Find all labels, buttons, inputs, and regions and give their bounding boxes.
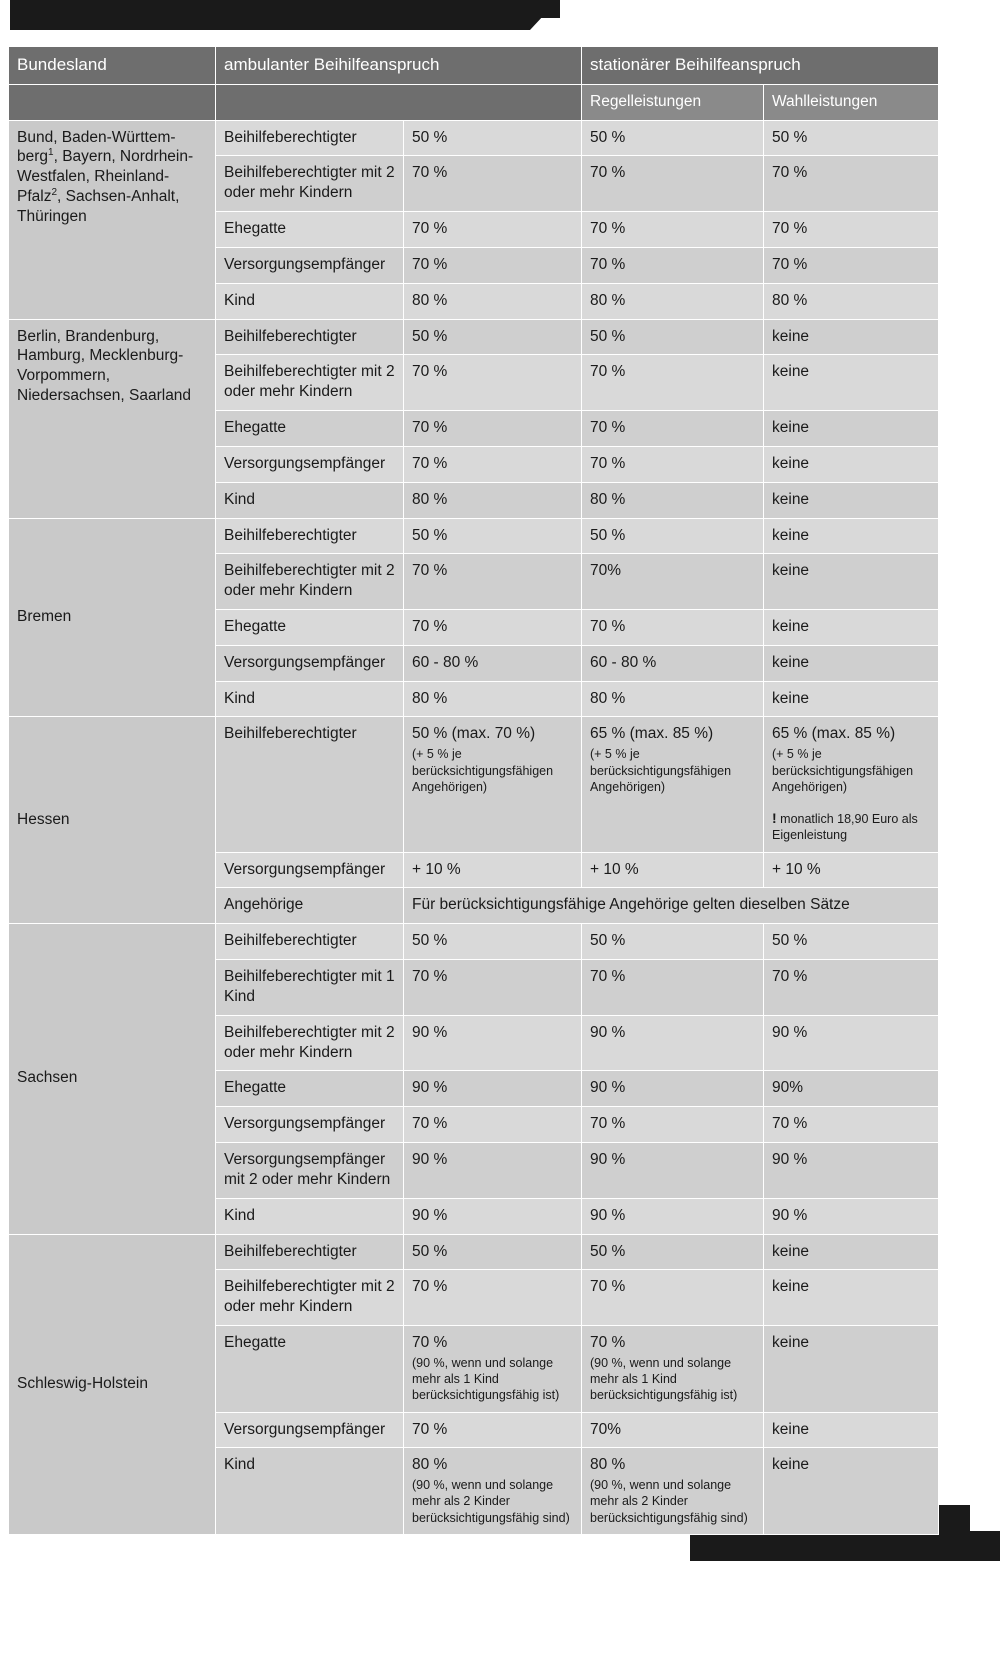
value-main: 65 % (max. 85 %) — [590, 725, 714, 743]
value-main: 65 % (max. 85 %) — [772, 725, 896, 743]
cell-ambulant: 70 % — [404, 610, 582, 646]
cell-ambulant: 70 % — [404, 960, 582, 1016]
cell-bundesland: Hessen — [9, 717, 216, 924]
cell-wahl: keine — [764, 610, 939, 646]
cell-regel: 90 % — [582, 1071, 764, 1107]
cell-regel — [582, 1325, 764, 1412]
cell-regel: 70 % — [582, 411, 764, 447]
cell-wahl: 70 % — [764, 212, 939, 248]
cell-bundesland: Bund, Baden-Württemberg$^1$, Bayern, Nordrhein-Westfalen, Rheinland-Pfalz$^2$, Sachsen-Anhalt, Thüringen — [9, 120, 216, 319]
cell-person: Beihilfeberechtigter mit 2 oder mehr Kindern — [216, 355, 404, 411]
cell-wahl: 90% — [764, 1071, 939, 1107]
cell-ambulant: 50 % — [404, 518, 582, 554]
cell-wahl: keine — [764, 411, 939, 447]
cell-span-note: Für berücksichtigungsfähige Angehörige gelten dieselben Sätze — [404, 888, 939, 924]
cell-ambulant: 50 % — [404, 1234, 582, 1270]
cell-person: Ehegatte — [216, 610, 404, 646]
cell-ambulant: 80 % — [404, 482, 582, 518]
cell-regel: 70 % — [582, 960, 764, 1016]
cell-ambulant — [404, 1448, 582, 1535]
cell-wahl: 90 % — [764, 1143, 939, 1199]
subheader-blank-ambulant — [216, 84, 582, 120]
cell-regel: 50 % — [582, 518, 764, 554]
cell-ambulant: 70 % — [404, 212, 582, 248]
cell-regel: 90 % — [582, 1015, 764, 1071]
cell-ambulant: 70 % — [404, 1270, 582, 1326]
cell-wahl: keine — [764, 518, 939, 554]
cell-bundesland: Berlin, Brandenburg, Hamburg, Mecklenburg-Vorpommern, Niedersachsen, Saarland — [9, 319, 216, 518]
cell-wahl: keine — [764, 554, 939, 610]
cell-regel: 50 % — [582, 924, 764, 960]
cell-regel: 70% — [582, 1412, 764, 1448]
cell-regel: 70 % — [582, 212, 764, 248]
cell-regel: 70 % — [582, 1270, 764, 1326]
cell-ambulant: 70 % — [404, 247, 582, 283]
cell-ambulant: 70 % — [404, 1412, 582, 1448]
cell-wahl: keine — [764, 446, 939, 482]
cell-ambulant: + 10 % — [404, 852, 582, 888]
cell-regel: 70 % — [582, 156, 764, 212]
cell-regel: 80 % — [582, 482, 764, 518]
cell-ambulant: 90 % — [404, 1015, 582, 1071]
cell-bundesland: Bremen — [9, 518, 216, 717]
cell-person: Beihilfeberechtigter — [216, 120, 404, 156]
cell-regel: 90 % — [582, 1198, 764, 1234]
cell-wahl: 50 % — [764, 924, 939, 960]
header-wahlleistungen: Wahlleistungen — [764, 84, 939, 120]
cell-person: Beihilfeberechtigter — [216, 1234, 404, 1270]
table-header-row — [9, 47, 939, 85]
cell-regel: 70 % — [582, 355, 764, 411]
value-note: (90 %, wenn und solange mehr als 2 Kinder berücksichtigungsfähig sind) — [590, 1478, 748, 1525]
value-main: 80 % — [590, 1456, 626, 1474]
header-bundesland: Bundesland — [9, 47, 216, 85]
cell-regel: 60 - 80 % — [582, 645, 764, 681]
header-stationaer: stationärer Beihilfeanspruch — [582, 47, 939, 85]
cell-person: Angehörige — [216, 888, 404, 924]
cell-bundesland: Schleswig-Holstein — [9, 1234, 216, 1534]
cell-person: Ehegatte — [216, 411, 404, 447]
header-ambulant: ambulanter Beihilfeanspruch — [216, 47, 582, 85]
cell-ambulant: 50 % — [404, 319, 582, 355]
cell-regel — [582, 717, 764, 852]
cell-person: Beihilfeberechtigter mit 1 Kind — [216, 960, 404, 1016]
cell-wahl: keine — [764, 319, 939, 355]
value-main: 70 % — [590, 1333, 626, 1351]
cell-regel: 70 % — [582, 610, 764, 646]
cell-wahl: keine — [764, 1234, 939, 1270]
cell-regel: + 10 % — [582, 852, 764, 888]
table-row — [9, 319, 939, 355]
cell-wahl: 70 % — [764, 1107, 939, 1143]
cell-person: Kind — [216, 283, 404, 319]
value-note: (+ 5 % je berücksichtigungsfähigen Angehörigen) — [412, 747, 554, 794]
cell-ambulant: 50 % — [404, 924, 582, 960]
cell-wahl: 70 % — [764, 960, 939, 1016]
cell-regel: 80 % — [582, 283, 764, 319]
cell-person: Kind — [216, 1198, 404, 1234]
cell-wahl: 80 % — [764, 283, 939, 319]
value-note: (90 %, wenn und solange mehr als 1 Kind berücksichtigungsfähig ist) — [412, 1355, 560, 1403]
cell-person: Kind — [216, 681, 404, 717]
cell-person: Ehegatte — [216, 1071, 404, 1107]
decoration-bar-bottom-strip — [690, 1531, 1000, 1561]
cell-bundesland: Sachsen — [9, 924, 216, 1234]
value-note: (+ 5 % je berücksichtigungsfähigen Angehörigen) — [772, 747, 914, 794]
cell-regel: 80 % — [582, 681, 764, 717]
cell-person: Beihilfeberechtigter mit 2 oder mehr Kindern — [216, 156, 404, 212]
cell-person: Ehegatte — [216, 1325, 404, 1412]
cell-ambulant: 70 % — [404, 156, 582, 212]
cell-wahl: + 10 % — [764, 852, 939, 888]
cell-regel: 50 % — [582, 319, 764, 355]
cell-ambulant: 70 % — [404, 446, 582, 482]
cell-wahl: 70 % — [764, 247, 939, 283]
cell-ambulant: 80 % — [404, 283, 582, 319]
beihilfe-table — [8, 46, 939, 1535]
cell-wahl: keine — [764, 355, 939, 411]
value-note: (+ 5 % je berücksichtigungsfähigen Angehörigen) — [590, 747, 732, 794]
cell-ambulant: 80 % — [404, 681, 582, 717]
cell-person: Versorgungsempfänger — [216, 1107, 404, 1143]
cell-regel — [582, 1448, 764, 1535]
cell-person: Versorgungsempfänger mit 2 oder mehr Kindern — [216, 1143, 404, 1199]
cell-regel: 70% — [582, 554, 764, 610]
value-main: 70 % — [412, 1333, 448, 1351]
value-main: 50 % (max. 70 %) — [412, 725, 536, 743]
cell-person: Versorgungsempfänger — [216, 446, 404, 482]
exclamation-icon: ! — [772, 810, 777, 827]
cell-person: Beihilfeberechtigter mit 2 oder mehr Kindern — [216, 1270, 404, 1326]
cell-person: Ehegatte — [216, 212, 404, 248]
cell-wahl — [764, 717, 939, 852]
cell-regel: 70 % — [582, 446, 764, 482]
cell-person: Beihilfeberechtigter — [216, 924, 404, 960]
cell-wahl: keine — [764, 681, 939, 717]
cell-ambulant: 70 % — [404, 411, 582, 447]
cell-ambulant: 70 % — [404, 554, 582, 610]
cell-ambulant: 90 % — [404, 1143, 582, 1199]
cell-ambulant — [404, 717, 582, 852]
cell-wahl: keine — [764, 1270, 939, 1326]
cell-wahl: keine — [764, 1325, 939, 1412]
table-subheader-row — [9, 84, 939, 120]
cell-person: Beihilfeberechtigter — [216, 717, 404, 852]
value-note: (90 %, wenn und solange mehr als 1 Kind berücksichtigungsfähig ist) — [590, 1355, 738, 1403]
cell-wahl: 70 % — [764, 156, 939, 212]
cell-wahl: keine — [764, 482, 939, 518]
cell-person: Beihilfeberechtigter mit 2 oder mehr Kindern — [216, 1015, 404, 1071]
cell-regel: 70 % — [582, 247, 764, 283]
cell-ambulant: 50 % — [404, 120, 582, 156]
cell-person: Beihilfeberechtigter — [216, 518, 404, 554]
table-row — [9, 717, 939, 852]
table-row — [9, 120, 939, 156]
cell-ambulant: 90 % — [404, 1198, 582, 1234]
cell-wahl: 50 % — [764, 120, 939, 156]
eigenleistung-note — [772, 809, 930, 844]
cell-person: Beihilfeberechtigter — [216, 319, 404, 355]
cell-person: Kind — [216, 482, 404, 518]
cell-wahl: keine — [764, 645, 939, 681]
cell-person: Versorgungsempfänger — [216, 1412, 404, 1448]
cell-regel: 50 % — [582, 1234, 764, 1270]
cell-person: Kind — [216, 1448, 404, 1535]
cell-regel: 90 % — [582, 1143, 764, 1199]
cell-person: Versorgungsempfänger — [216, 645, 404, 681]
cell-wahl: keine — [764, 1448, 939, 1535]
decoration-bar-top-left — [10, 0, 530, 30]
table-row — [9, 1234, 939, 1270]
cell-wahl: 90 % — [764, 1198, 939, 1234]
cell-ambulant: 70 % — [404, 1107, 582, 1143]
cell-ambulant: 70 % — [404, 355, 582, 411]
cell-regel: 50 % — [582, 120, 764, 156]
cell-ambulant: 90 % — [404, 1071, 582, 1107]
table-row — [9, 518, 939, 554]
header-regelleistungen: Regelleistungen — [582, 84, 764, 120]
eigenleistung-text: monatlich 18,90 Euro als Eigenleistung — [772, 812, 918, 843]
cell-person: Beihilfeberechtigter mit 2 oder mehr Kindern — [216, 554, 404, 610]
value-note: (90 %, wenn und solange mehr als 2 Kinder berücksichtigungsfähig sind) — [412, 1478, 570, 1525]
cell-wahl: 90 % — [764, 1015, 939, 1071]
cell-regel: 70 % — [582, 1107, 764, 1143]
cell-wahl: keine — [764, 1412, 939, 1448]
cell-person: Versorgungsempfänger — [216, 247, 404, 283]
subheader-blank-land — [9, 84, 216, 120]
cell-ambulant: 60 - 80 % — [404, 645, 582, 681]
table-row — [9, 924, 939, 960]
cell-person: Versorgungsempfänger — [216, 852, 404, 888]
value-main: 80 % — [412, 1456, 448, 1474]
cell-ambulant — [404, 1325, 582, 1412]
